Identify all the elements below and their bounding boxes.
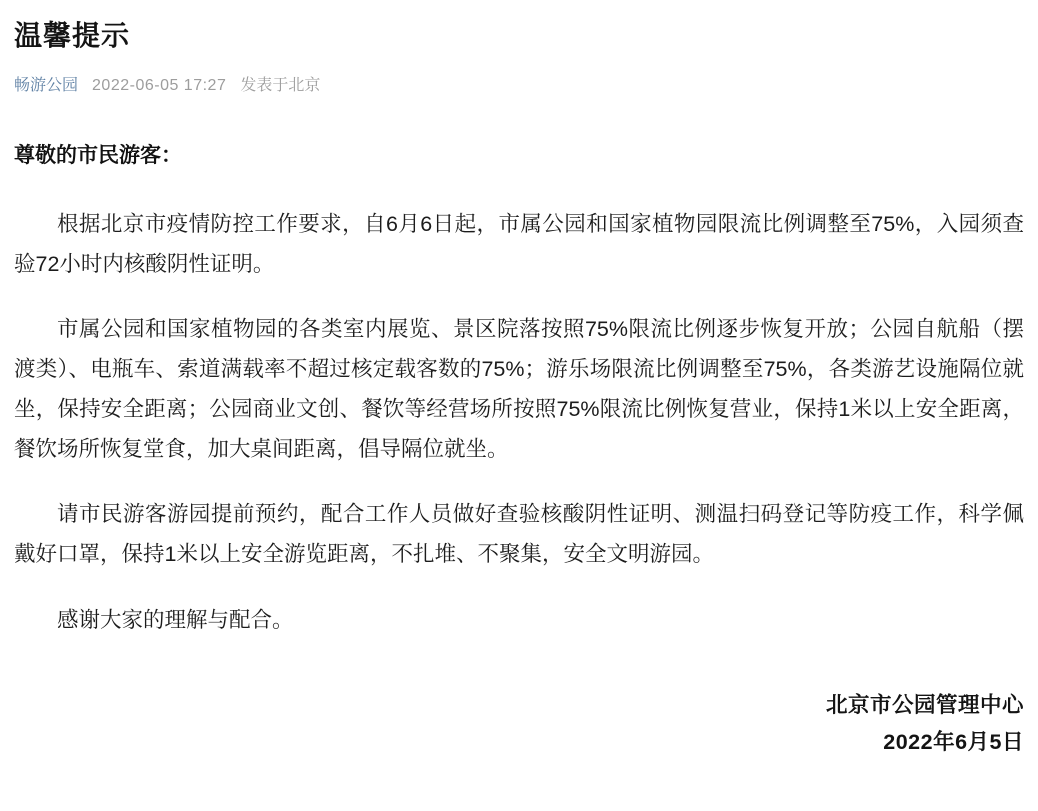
body-paragraph: 根据北京市疫情防控工作要求，自6月6日起，市属公园和国家植物园限流比例调整至75%，入园须查验72小时内核酸阴性证明。 xyxy=(14,211,1024,276)
salutation: 尊敬的市民游客： xyxy=(14,144,182,168)
signature-date: 2022年6月5日 xyxy=(883,730,1024,755)
page-title: 温馨提示 xyxy=(14,20,131,51)
body-paragraph: 市属公园和国家植物园的各类室内展览、景区院落按照75%限流比例逐步恢复开放；公园自航船（摆渡类）、电瓶车、索道满载率不超过核定载客数的75%；游乐场限流比例调整至75%，各类游艺设施隔位就坐，保持安全距离；公园商业文创、餐饮等经营场所按照75%限流比例恢复营业，保持1米以上安全距离，餐饮场所恢复堂食，加大桌间距离，倡导隔位就坐。 xyxy=(14,317,1024,461)
body-paragraph: 感谢大家的理解与配合。 xyxy=(57,607,294,632)
meta-timestamp: 2022-06-05 17:27 xyxy=(92,77,227,94)
signature-block xyxy=(14,687,1024,762)
meta-location: 发表于北京 xyxy=(240,77,321,94)
meta-author[interactable]: 畅游公园 xyxy=(14,77,79,94)
signature-organization: 北京市公园管理中心 xyxy=(825,692,1024,717)
article-meta xyxy=(14,75,1024,97)
body-paragraph: 请市民游客游园提前预约，配合工作人员做好查验核酸阴性证明、测温扫码登记等防疫工作，科学佩戴好口罩，保持1米以上安全游览距离，不扎堆、不聚集，安全文明游园。 xyxy=(14,502,1024,567)
